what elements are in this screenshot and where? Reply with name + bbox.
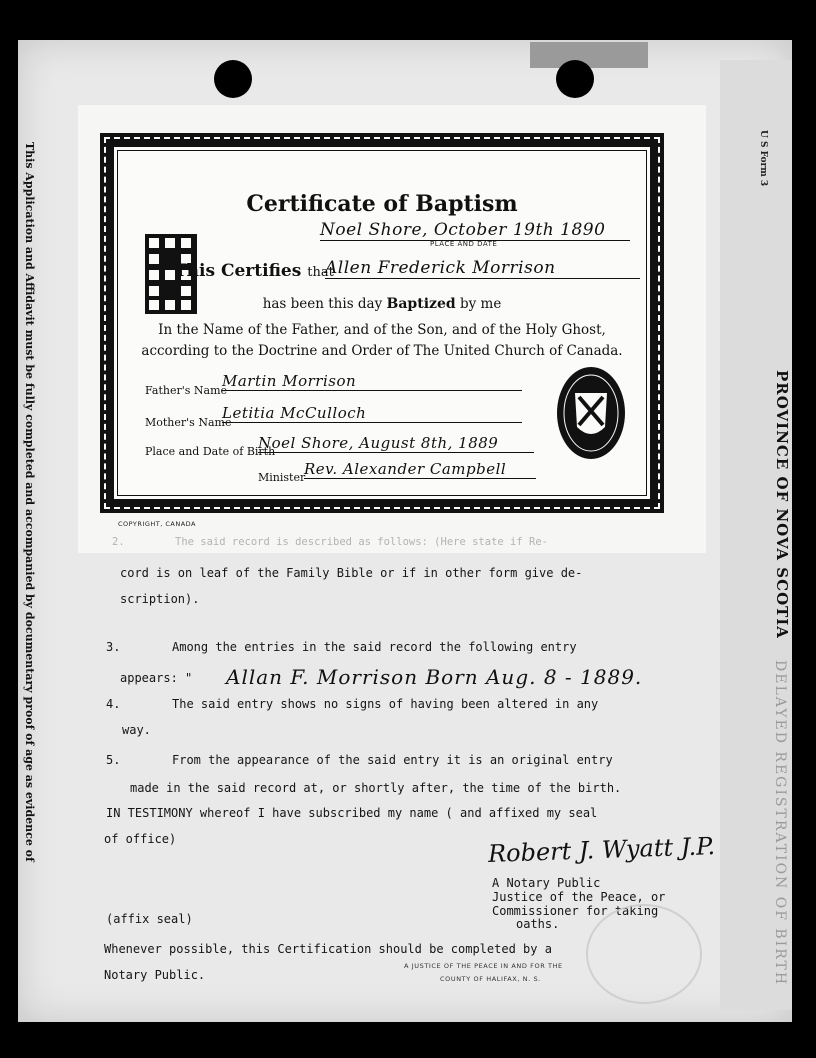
item5-line2: made in the said record at, or shortly after, the time of the birth. — [130, 781, 622, 795]
form-label-text: U S Form 3 — [758, 130, 768, 187]
item5-line1: From the appearance of the said entry it is an original entry — [172, 753, 613, 767]
notary-seal-impression — [586, 904, 702, 1004]
certifies-that: that — [307, 265, 334, 280]
certifies-phrase — [174, 261, 334, 281]
certificate-title: Certificate of Baptism — [246, 191, 518, 217]
punch-hole-left — [214, 60, 252, 98]
birth-value: Noel Shore, August 8th, 1889 — [258, 434, 534, 453]
item2-cont-line2: scription). — [120, 592, 200, 606]
notary-signature: Robert J. Wyatt J.P. — [487, 832, 716, 868]
item2-cont-line1: cord is on leaf of the Family Bible or if in other form give de- — [120, 566, 583, 580]
affix-seal-note: (affix seal) — [106, 912, 193, 926]
place-and-date-value: Noel Shore, October 19th 1890 — [320, 220, 630, 241]
item3-line2: appears: " — [120, 671, 193, 685]
item4-number: 4. — [106, 697, 121, 711]
mother-value: Letitia McCulloch — [222, 404, 522, 423]
stamp-line2: COUNTY OF HALIFAX, N. S. — [440, 975, 541, 983]
item3-line1: Among the entries in the said record the following entry — [172, 640, 577, 654]
ghost-heading-text: DELAYED REGISTRATION OF BIRTH — [772, 660, 788, 987]
birth-label: Place and Date of Birth — [145, 445, 276, 458]
tape-strip — [530, 42, 648, 68]
footer-line2: Notary Public. — [104, 968, 206, 982]
item2-faint-line: The said record is described as follows: (Here state if Re- — [175, 536, 548, 548]
left-margin-text: This Application and Affidavit must be fully completed and accompanied by documentary proof of age as evidence of — [23, 142, 36, 862]
baptized-line — [100, 296, 664, 312]
child-name-value: Allen Frederick Morrison — [325, 258, 640, 279]
baptized-prefix: has been this day — [262, 296, 383, 312]
certifies-prefix: This Certifies — [174, 261, 302, 281]
notary-title-line3: Commissioner for taking — [492, 904, 659, 918]
ghost-heading — [760, 660, 790, 987]
father-label: Father's Name — [145, 384, 228, 397]
item4-line1: The said entry shows no signs of having been altered in any — [172, 697, 599, 711]
united-church-seal-icon — [555, 365, 627, 461]
form-label — [752, 130, 772, 190]
item2-number: 2. — [112, 536, 125, 548]
recorded-entry-value: Allan F. Morrison Born Aug. 8 - 1889. — [226, 665, 643, 689]
testimony-line2: of office) — [104, 832, 177, 846]
item3-number: 3. — [106, 640, 121, 654]
footer-line1: Whenever possible, this Certification should be completed by a — [104, 942, 552, 956]
minister-label: Minister — [258, 471, 306, 484]
doctrine-line: according to the Doctrine and Order of The United Church of Canada. — [141, 343, 623, 359]
testimony-line1: IN TESTIMONY whereof I have subscribed my name ( and affixed my seal — [106, 806, 598, 820]
mother-label: Mother's Name — [145, 416, 232, 429]
minister-value: Rev. Alexander Campbell — [304, 460, 536, 479]
copyright-note: COPYRIGHT, CANADA — [118, 520, 196, 528]
stamp-line1: A JUSTICE OF THE PEACE IN AND FOR THE — [404, 962, 563, 970]
notary-title-line1: A Notary Public — [492, 876, 601, 890]
left-margin-note — [8, 142, 36, 1002]
place-and-date-caption: PLACE AND DATE — [430, 240, 498, 248]
notary-title-line2: Justice of the Peace, or — [492, 890, 666, 904]
item4-line2: way. — [122, 723, 151, 737]
item5-number: 5. — [106, 753, 121, 767]
notary-title-line4: oaths. — [516, 917, 560, 931]
trinity-line: In the Name of the Father, and of the Son, and of the Holy Ghost, — [158, 322, 606, 338]
father-value: Martin Morrison — [222, 372, 522, 391]
punch-hole-right — [556, 60, 594, 98]
baptized-suffix: by me — [459, 296, 502, 312]
province-text: PROVINCE OF NOVA SCOTIA — [773, 370, 791, 639]
baptized-word: Baptized — [386, 296, 456, 312]
